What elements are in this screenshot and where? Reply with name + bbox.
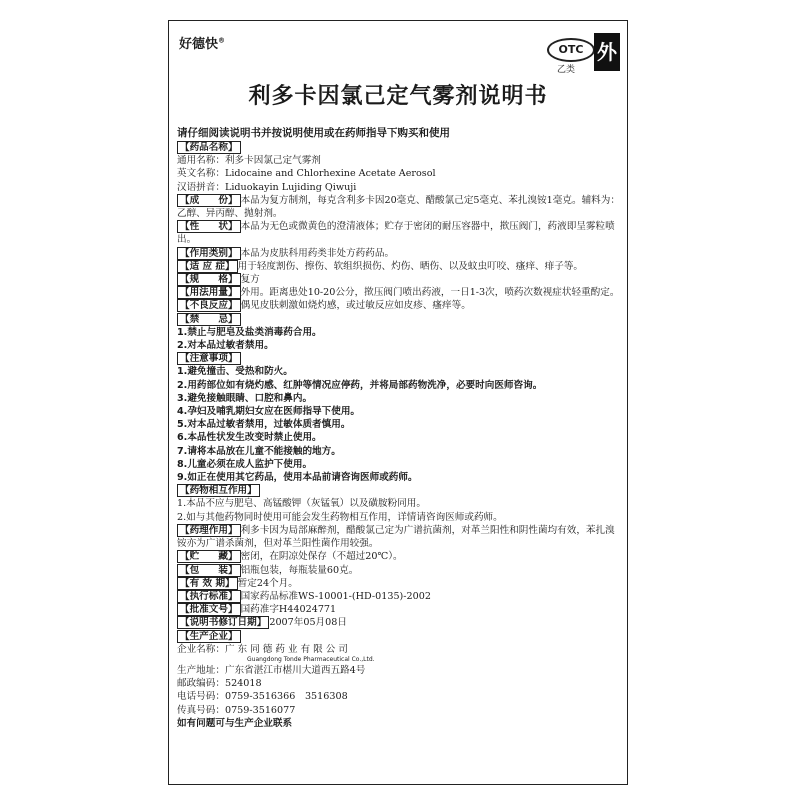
- list-item: 1.本品不应与肥皂、高锰酸钾（灰锰氧）以及磺胺粉同用。: [177, 498, 426, 510]
- section-usage: [177, 286, 621, 299]
- section-header: 【成 份】: [177, 194, 241, 207]
- manufacturer-address: 生产地址：广东省湛江市椹川大道西五路4号: [177, 664, 366, 676]
- section-text: 本品为复方制剂，每克含利多卡因20毫克、醋酸氯己定5毫克、苯扎溴铵1毫克。辅料为：乙醇、异丙醇、抛射剂。: [177, 194, 620, 220]
- section-header: 【用法用量】: [177, 286, 241, 299]
- section-text: 暂定24个月。: [237, 577, 298, 589]
- section-header: 【有 效 期】: [177, 577, 238, 590]
- section-description: [177, 220, 621, 246]
- list-item: 7.请将本品放在儿童不能接触的地方。: [177, 445, 341, 457]
- section-header: 【适 应 症】: [177, 260, 238, 273]
- manufacturer-postcode: 邮政编码：524018: [177, 678, 262, 690]
- document-title: 利多卡因氯己定气雾剂说明书: [248, 83, 548, 109]
- english-name: 英文名称：Lidocaine and Chlorhexine Acetate Aerosol: [177, 168, 436, 180]
- otc-class: 乙类: [557, 65, 576, 75]
- section-text: 国药准字H44024771: [240, 604, 337, 616]
- list-item: 9.如正在使用其它药品，使用本品前请咨询医师或药师。: [177, 472, 418, 484]
- list-item: 2.用药部位如有烧灼感、红肿等情况应停药，并将局部药物洗净，必要时向医师咨询。: [177, 379, 543, 391]
- section-pharmacology: [177, 524, 621, 550]
- section-text: 用于轻度割伤、擦伤、软组织损伤、灼伤、晒伤、以及蚊虫叮咬、瘙痒、痱子等。: [237, 260, 584, 272]
- list-item: 1.禁止与肥皂及盐类消毒药合用。: [177, 326, 322, 338]
- section-approval: [177, 603, 621, 616]
- section-header: 【批准文号】: [177, 603, 241, 616]
- section-composition: [177, 194, 621, 220]
- otc-badge: OTC: [547, 38, 595, 62]
- section-header: 【说明书修订日期】: [177, 616, 269, 629]
- leaflet: [168, 20, 628, 785]
- section-text: 偶见皮肤刺激如烧灼感，或过敏反应如皮疹、瘙痒等。: [240, 300, 471, 312]
- section-header: 【不良反应】: [177, 299, 241, 312]
- manufacturer-name-value: 广东同德药业有限公司: [224, 643, 351, 655]
- list-item: 2.对本品过敏者禁用。: [177, 340, 274, 352]
- section-validity: [177, 577, 621, 590]
- manufacturer-name: [177, 643, 621, 656]
- section-storage: [177, 550, 621, 563]
- section-spec: [177, 273, 621, 286]
- list-item: 5.对本品过敏者禁用，过敏体质者慎用。: [177, 419, 351, 431]
- section-header: 【生产企业】: [177, 630, 241, 643]
- pinyin-name: 汉语拼音：Liduokayin Lujiding Qiwuji: [177, 181, 357, 193]
- manufacturer-phone: 电话号码：0759-3516366 3516308: [177, 691, 348, 703]
- section-contra: [177, 313, 621, 326]
- section-adverse: [177, 299, 621, 312]
- section-header: 【药物相互作用】: [177, 484, 260, 497]
- section-header: 【禁 忌】: [177, 313, 241, 326]
- section-header: 【作用类别】: [177, 247, 241, 260]
- section-text: 利多卡因为局部麻醉剂，醋酸氯己定为广谱抗菌剂，对革兰阳性和阴性菌均有效，苯扎溴铵亦为广谱杀菌剂，但对革兰阳性菌作用较强。: [177, 524, 615, 550]
- section-category: [177, 247, 621, 260]
- list-item: 2.如与其他药物同时使用可能会发生药物相互作用，详情请咨询医师或药师。: [177, 511, 503, 523]
- section-indications: [177, 260, 621, 273]
- section-revision: [177, 616, 621, 629]
- section-interactions: [177, 484, 621, 497]
- leaflet-body: [177, 141, 621, 730]
- section-header: 【药理作用】: [177, 524, 241, 537]
- manufacturer-fax: 传真号码：0759-3516077: [177, 704, 296, 716]
- warning-text: 请仔细阅读说明书并按说明使用或在药师指导下购买和使用: [177, 127, 450, 139]
- section-header: 【注意事项】: [177, 352, 241, 365]
- manufacturer-name-label: 企业名称：: [177, 643, 225, 655]
- generic-name: 通用名称：利多卡因氯己定气雾剂: [177, 155, 321, 167]
- footer-note: 如有问题可与生产企业联系: [177, 717, 293, 729]
- section-text: 2007年05月08日: [269, 617, 347, 629]
- section-text: 本品为无色或微黄色的澄清液体；贮存于密闭的耐压容器中，揿压阀门，药液即呈雾粒喷出。: [177, 221, 615, 246]
- section-text: 外用。距离患处10-20公分，揿压阀门喷出药液，一日1-3次，喷药次数视症状轻重酌定。: [240, 287, 620, 299]
- section-text: 复方: [240, 274, 260, 286]
- list-item: 3.避免接触眼睛、口腔和鼻内。: [177, 392, 313, 404]
- section-header: 【药品名称】: [177, 141, 241, 154]
- external-use-mark: 外: [594, 33, 620, 71]
- section-header: 【规 格】: [177, 273, 241, 286]
- section-standard: [177, 590, 621, 603]
- section-manufacturer: [177, 630, 621, 643]
- section-header: 【执行标准】: [177, 590, 241, 603]
- manufacturer-name-en: Guangdong Tonde Pharmaceutical Co.,Ltd.: [247, 655, 375, 663]
- section-drug-name: [177, 141, 621, 154]
- section-text: 本品为皮肤科用药类非处方药药品。: [240, 247, 395, 259]
- list-item: 1.避免撞击、受热和防火。: [177, 366, 293, 378]
- section-text: 密闭，在阴凉处保存（不超过20℃）。: [240, 551, 403, 563]
- section-header: 【包 装】: [177, 564, 241, 577]
- list-item: 6.本品性状发生改变时禁止使用。: [177, 432, 322, 444]
- brand-logo: 好德快®: [179, 36, 226, 52]
- section-header: 【性 状】: [177, 220, 241, 233]
- section-precautions: [177, 352, 621, 365]
- list-item: 4.孕妇及哺乳期妇女应在医师指导下使用。: [177, 406, 361, 418]
- list-item: 8.儿童必须在成人监护下使用。: [177, 458, 313, 470]
- section-text: 铝瓶包装，每瓶装量60克。: [240, 564, 359, 576]
- section-text: 国家药品标准WS-10001-(HD-0135)-2002: [240, 590, 431, 602]
- section-header: 【贮 藏】: [177, 550, 241, 563]
- section-package: [177, 564, 621, 577]
